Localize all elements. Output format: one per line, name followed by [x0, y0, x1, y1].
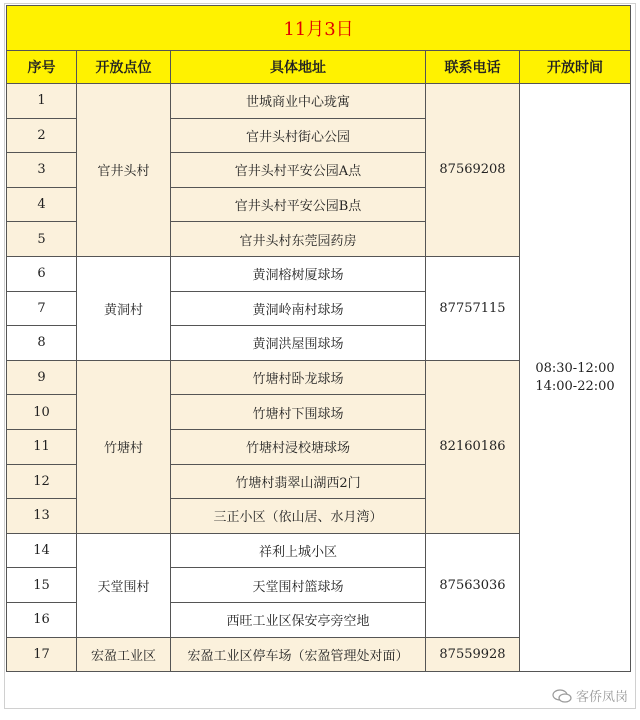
cell-phone: 87569208: [426, 84, 520, 257]
cell-address: 官井头村街心公园: [171, 118, 426, 153]
watermark: [552, 686, 628, 705]
cell-no: 15: [7, 568, 77, 603]
cell-address: 竹塘村浸校塘球场: [171, 429, 426, 464]
cell-address: 祥利上城小区: [171, 533, 426, 568]
cell-point: 天堂围村: [77, 533, 171, 637]
cell-address: 官井头村平安公园B点: [171, 187, 426, 222]
cell-phone: 87757115: [426, 256, 520, 360]
cell-address: 世城商业中心珑寓: [171, 84, 426, 119]
header-no: 序号: [7, 51, 77, 84]
cell-phone: 87559928: [426, 637, 520, 672]
cell-no: 3: [7, 153, 77, 188]
cell-point: 宏盈工业区: [77, 637, 171, 672]
open-time-morning: 08:30-12:00: [535, 360, 615, 376]
cell-no: 14: [7, 533, 77, 568]
cell-no: 8: [7, 326, 77, 361]
cell-point: 竹塘村: [77, 360, 171, 533]
cell-address: 竹塘村翡翠山湖西2门: [171, 464, 426, 499]
header-time: 开放时间: [520, 51, 631, 84]
header-address: 具体地址: [171, 51, 426, 84]
cell-no: 9: [7, 360, 77, 395]
schedule-table: [6, 5, 631, 672]
cell-address: 官井头村东莞园药房: [171, 222, 426, 257]
cell-no: 17: [7, 637, 77, 672]
cell-no: 7: [7, 291, 77, 326]
cell-address: 三正小区（依山居、水月湾）: [171, 499, 426, 534]
cell-point: 官井头村: [77, 84, 171, 257]
cell-address: 竹塘村下围球场: [171, 395, 426, 430]
cell-no: 10: [7, 395, 77, 430]
table-body: [7, 84, 631, 672]
cell-phone: 87563036: [426, 533, 520, 637]
watermark-text: 客侨凤岗: [575, 690, 628, 705]
cell-address: 黄洞岭南村球场: [171, 291, 426, 326]
cell-no: 11: [7, 429, 77, 464]
cell-address: 竹塘村卧龙球场: [171, 360, 426, 395]
header-phone: 联系电话: [426, 51, 520, 84]
cell-no: 4: [7, 187, 77, 222]
header-point: 开放点位: [77, 51, 171, 84]
table-title: 11月3日: [7, 6, 631, 51]
wechat-icon: [552, 689, 572, 703]
open-time-afternoon: 14:00-22:00: [535, 378, 615, 394]
cell-address: 西旺工业区保安亭旁空地: [171, 602, 426, 637]
cell-no: 1: [7, 84, 77, 119]
cell-address: 官井头村平安公园A点: [171, 153, 426, 188]
cell-no: 12: [7, 464, 77, 499]
table-row: [7, 84, 631, 119]
cell-no: 6: [7, 256, 77, 291]
cell-address: 天堂围村篮球场: [171, 568, 426, 603]
cell-no: 5: [7, 222, 77, 257]
cell-address: 宏盈工业区停车场（宏盈管理处对面）: [171, 637, 426, 672]
cell-no: 13: [7, 499, 77, 534]
cell-open-time: [520, 84, 631, 672]
cell-no: 2: [7, 118, 77, 153]
cell-no: 16: [7, 602, 77, 637]
cell-address: 黄洞榕树厦球场: [171, 256, 426, 291]
cell-phone: 82160186: [426, 360, 520, 533]
cell-point: 黄洞村: [77, 256, 171, 360]
cell-address: 黄洞洪屋围球场: [171, 326, 426, 361]
